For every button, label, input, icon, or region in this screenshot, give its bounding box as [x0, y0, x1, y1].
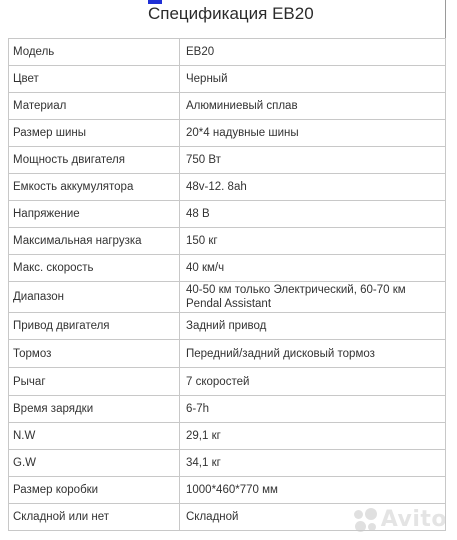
- spec-value: 7 скоростей: [180, 368, 446, 396]
- table-row: [9, 396, 446, 423]
- spec-value: 48v-12. 8ah: [180, 174, 446, 201]
- spec-key: Напряжение: [9, 201, 180, 228]
- spec-table: [8, 38, 446, 531]
- spec-value: Задний привод: [180, 313, 446, 340]
- spec-key: Емкость аккумулятора: [9, 174, 180, 201]
- table-row: [9, 39, 446, 66]
- table-row: [9, 282, 446, 313]
- spec-key: G.W: [9, 450, 180, 477]
- spec-value: 750 Вт: [180, 147, 446, 174]
- spec-value: 29,1 кг: [180, 423, 446, 450]
- spec-key: Материал: [9, 93, 180, 120]
- spec-value: Складной: [180, 504, 446, 531]
- table-row: [9, 147, 446, 174]
- spec-value: 1000*460*770 мм: [180, 477, 446, 504]
- spec-value: Алюминиевый сплав: [180, 93, 446, 120]
- table-row: [9, 313, 446, 340]
- table-row: [9, 423, 446, 450]
- table-row: [9, 255, 446, 282]
- table-row: [9, 340, 446, 368]
- table-row: [9, 368, 446, 396]
- spec-key: Тормоз: [9, 340, 180, 368]
- spec-key: Размер шины: [9, 120, 180, 147]
- table-row: [9, 477, 446, 504]
- table-row: [9, 450, 446, 477]
- spec-key: Время зарядки: [9, 396, 180, 423]
- title-bar: [8, 0, 446, 42]
- spec-key: Максимальная нагрузка: [9, 228, 180, 255]
- spec-key: Мощность двигателя: [9, 147, 180, 174]
- spec-value: 48 В: [180, 201, 446, 228]
- page-title: Спецификация EB20: [148, 4, 314, 23]
- spec-value: 6-7h: [180, 396, 446, 423]
- avito-watermark: [354, 507, 447, 532]
- spec-key: Модель: [9, 39, 180, 66]
- table-row: [9, 228, 446, 255]
- avito-dots-icon: [354, 508, 378, 532]
- spec-key: Макс. скорость: [9, 255, 180, 282]
- spec-value: EB20: [180, 39, 446, 66]
- spec-key: Цвет: [9, 66, 180, 93]
- spec-value: 40 км/ч: [180, 255, 446, 282]
- spec-key: Привод двигателя: [9, 313, 180, 340]
- table-row: [9, 66, 446, 93]
- spec-key: Диапазон: [9, 282, 180, 313]
- spec-key: Рычаг: [9, 368, 180, 396]
- table-row: [9, 93, 446, 120]
- spec-key: Размер коробки: [9, 477, 180, 504]
- spec-key: Складной или нет: [9, 504, 180, 531]
- spec-value: 40-50 км только Электрический, 60-70 км Pendal Assistant: [180, 282, 446, 313]
- spec-value: 34,1 кг: [180, 450, 446, 477]
- table-row: [9, 174, 446, 201]
- spec-value: Передний/задний дисковый тормоз: [180, 340, 446, 368]
- spec-value: Черный: [180, 66, 446, 93]
- table-row: [9, 120, 446, 147]
- spec-value: 150 кг: [180, 228, 446, 255]
- watermark-text: Avito: [380, 507, 447, 532]
- table-row: [9, 201, 446, 228]
- spec-key: N.W: [9, 423, 180, 450]
- spec-value: 20*4 надувные шины: [180, 120, 446, 147]
